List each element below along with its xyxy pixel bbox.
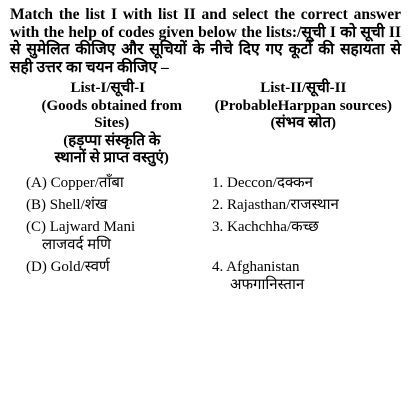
list1-item <box>10 174 198 192</box>
list1-item-subtext: लाजवर्द मणि <box>42 236 111 253</box>
list1-item-text: (B) Shell/शंख <box>26 196 108 213</box>
list-row <box>10 196 401 214</box>
list2-item <box>198 258 401 294</box>
list2-item-text: 1. Deccon/दक्कन <box>212 174 313 191</box>
list1-item <box>10 258 198 294</box>
list2-header <box>206 80 402 168</box>
match-rows <box>10 174 401 294</box>
list1-header <box>10 80 206 168</box>
list2-item <box>198 174 401 192</box>
list2-subtitle-hi: (संभव स्रोत) <box>270 115 336 131</box>
list2-subtitle-en: (ProbableHarppan sources) <box>214 97 392 114</box>
list-row <box>10 258 401 294</box>
list1-item <box>10 196 198 214</box>
list2-item <box>198 196 401 214</box>
list-row <box>10 174 401 192</box>
list1-title: List-I/सूची-I <box>70 80 145 96</box>
list2-item-text: 4. Afghanistan <box>212 258 300 275</box>
list1-item-text: (A) Copper/ताँबा <box>26 174 124 191</box>
list1-subtitle-hi: (हड़प्पा संस्कृति के स्थानों से प्राप्त वस्तुएं) <box>54 132 169 166</box>
list1-item-text: (C) Lajward Mani <box>26 218 136 235</box>
list2-item <box>198 218 401 254</box>
list-headers <box>10 80 401 168</box>
list2-item-subtext: अफगानिस्तान <box>230 276 305 293</box>
question-text: Match the list I with list II and select the correct answer with the help of codes given below the lists:/सूची I को सूची II से सुमेलित कीजिए और सूचियों के नीचे दिए गए कूटों की सहायता से सही उत्तर का चयन कीजिए – <box>10 6 401 76</box>
list2-item-text: 3. Kachchha/कच्छ <box>212 218 319 235</box>
list2-item-text: 2. Rajasthan/राजस्थान <box>212 196 339 213</box>
list2-title: List-II/सूची-II <box>260 80 347 96</box>
list1-subtitle-en: (Goods obtained from Sites) <box>41 97 183 131</box>
list-row <box>10 218 401 254</box>
list1-item-text: (D) Gold/स्वर्ण <box>26 258 110 275</box>
list1-item <box>10 218 198 254</box>
